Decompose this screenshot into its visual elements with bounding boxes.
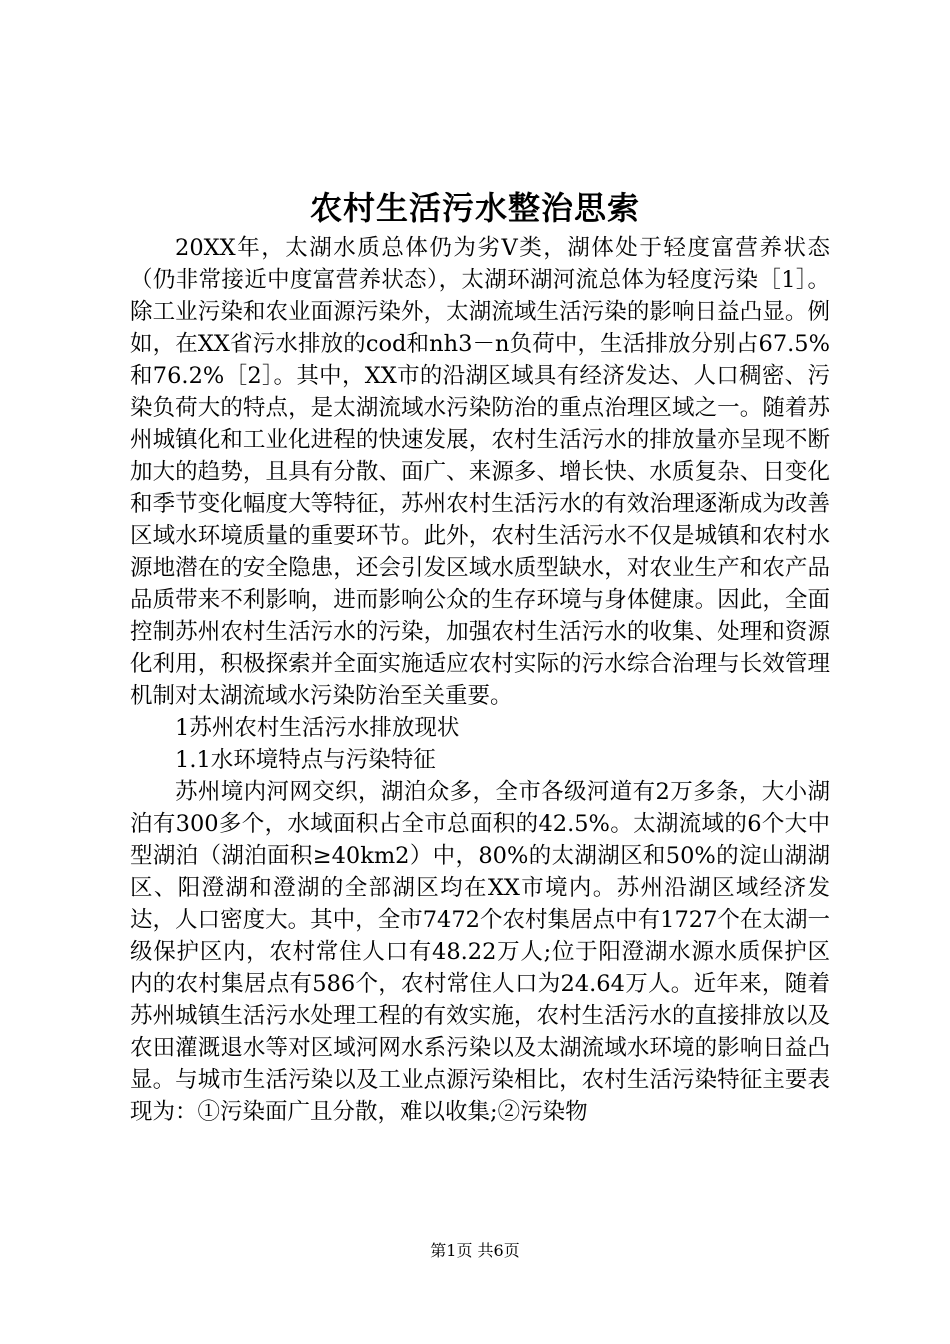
page-number: 第1页 共6页 bbox=[430, 1241, 520, 1260]
paragraph-environment: 苏州境内河网交织，湖泊众多，全市各级河道有2万多条，大小湖泊有300多个，水域面积占全市总面积的42.5%。太湖流域的6个大中型湖泊（湖泊面积≥40km2）中，80%的太湖湖区和50%的淀山湖湖区、阳澄湖和澄湖的全部湖区均在XX市境内。苏州沿湖区域经济发达，人口密度大。其中，全市7472个农村集居点中有1727个在太湖一级保护区内，农村常住人口有48.22万人;位于阳澄湖水源水质保护区内的农村集居点有586个，农村常住人口为24.64万人。近年来，随着苏州城镇生活污水处理工程的有效实施，农村生活污水的直接排放以及农田灌溉退水等对区域河网水系污染以及太湖流域水环境的影响日益凸显。与城市生活污染以及工业点源污染相比，农村生活污染特征主要表现为：①污染面广且分散，难以收集;②污染物 bbox=[130, 779, 830, 1125]
document-body bbox=[130, 232, 830, 1128]
section-heading: 1苏州农村生活污水排放现状 bbox=[175, 715, 460, 741]
paragraph-intro: 20XX年，太湖水质总体仍为劣Ⅴ类，湖体处于轻度富营养状态（仍非常接近中度富营养状态），太湖环湖河流总体为轻度污染［1］。除工业污染和农业面源污染外，太湖流域生活污染的影响日益凸显。例如，在XX省污水排放的cod和nh3－n负荷中，生活排放分别占67.5%和76.2%［2］。其中，XX市的沿湖区域具有经济发达、人口稠密、污染负荷大的特点，是太湖流域水污染防治的重点治理区域之一。随着苏州城镇化和工业化进程的快速发展，农村生活污水的排放量亦呈现不断加大的趋势，且具有分散、面广、来源多、增长快、水质复杂、日变化和季节变化幅度大等特征，苏州农村生活污水的有效治理逐渐成为改善区域水环境质量的重要环节。此外，农村生活污水不仅是城镇和农村水源地潜在的安全隐患，还会引发区域水质型缺水，对农业生产和农产品品质带来不利影响，进而影响公众的生存环境与身体健康。因此，全面控制苏州农村生活污水的污染，加强农村生活污水的收集、处理和资源化利用，积极探索并全面实施适应农村实际的污水综合治理与长效管理机制对太湖流域水污染防治至关重要。 bbox=[130, 235, 830, 709]
subsection-heading: 1.1水环境特点与污染特征 bbox=[175, 747, 436, 773]
document-title: 农村生活污水整治思索 bbox=[309, 189, 640, 227]
